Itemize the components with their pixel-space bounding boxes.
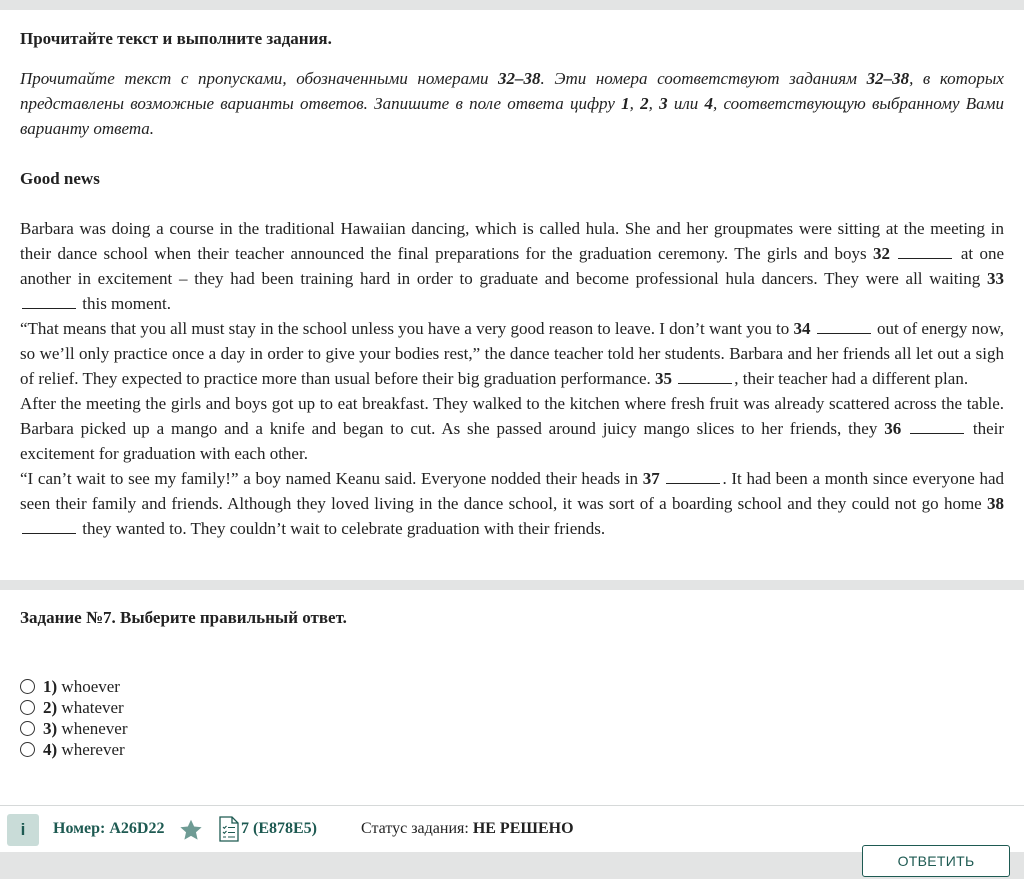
story-paragraph: After the meeting the girls and boys got up to eat breakfast. They walked to the kitchen where fresh fruit was already scattered across the table. Barbara picked up a mango and a knife and began to cut. As she passed around juicy mango slices to her friends, they 36 their excitement for graduation with each other.: [20, 394, 1004, 463]
story-paragraph: “That means that you all must stay in the school unless you have a very good reason to leave. I don’t want you to 34 out of energy now, so we’ll only practice once a day in order to give your bodies rest,” the dance teacher told her students. Barbara and her friends all let out a sigh of relief. They expected to practice more than usual before their big graduation performance. 35 , their teacher had a different plan.: [20, 319, 1004, 388]
task-title: Задание №7. Выберите правильный ответ.: [20, 608, 347, 627]
reading-text-panel: [0, 10, 1024, 580]
story-title: Good news: [20, 169, 100, 188]
gap-33: [22, 294, 76, 309]
answer-options: [20, 676, 128, 760]
radio-button[interactable]: [20, 679, 35, 694]
story-text: [20, 216, 1004, 541]
document-icon[interactable]: [218, 816, 240, 842]
gap-37: [666, 469, 720, 484]
task-number: Номер: A26D22: [53, 820, 165, 837]
status-value: НЕ РЕШЕНО: [472, 820, 574, 837]
star-icon[interactable]: [178, 817, 204, 843]
gap-32: [898, 244, 952, 259]
instructions-text: Прочитайте текст с пропусками, обозначенными номерами 32–38. Эти номера соответствуют заданиям 32–38, в которых представлены возможные варианты ответов. Запишите в поле ответа цифру 1, 2, 3 или 4, соответствующую выбранному Вами варианту ответа.: [20, 69, 1005, 138]
task-status: Статус задания: НЕ РЕШЕНО: [361, 820, 574, 837]
gap-36: [910, 419, 964, 434]
task-reference-link[interactable]: 7 (E878E5): [241, 820, 317, 837]
instructions-title: Прочитайте текст и выполните задания.: [20, 29, 332, 48]
story-paragraph: “I can’t wait to see my family!” a boy named Keanu said. Everyone nodded their heads in 37 . It had been a month since everyone had seen their family and friends. Although they loved living in the dance school, it was sort of a boarding school and they could not go home 38 they wanted to. They couldn’t wait to celebrate graduation with their friends.: [20, 469, 1004, 538]
question-panel: [0, 590, 1024, 805]
gap-35: [678, 369, 732, 384]
gap-34: [817, 319, 871, 334]
answer-option-1[interactable]: 1) whoever: [20, 676, 128, 697]
radio-button[interactable]: [20, 700, 35, 715]
answer-option-4[interactable]: 4) wherever: [20, 739, 128, 760]
answer-button[interactable]: ОТВЕТИТЬ: [862, 845, 1010, 877]
gap-38: [22, 519, 76, 534]
radio-button[interactable]: [20, 721, 35, 736]
story-paragraph: Barbara was doing a course in the traditional Hawaiian dancing, which is called hula. She and her groupmates were sitting at the meeting in their dance school when their teacher announced the final preparations for the graduation ceremony. The girls and boys 32 at one another in excitement – they had been training hard in order to graduate and become professional hula dancers. They were all waiting 33 this moment.: [20, 219, 1005, 313]
info-button[interactable]: i: [7, 814, 39, 846]
answer-option-3[interactable]: 3) whenever: [20, 718, 128, 739]
radio-button[interactable]: [20, 742, 35, 757]
answer-option-2[interactable]: 2) whatever: [20, 697, 128, 718]
